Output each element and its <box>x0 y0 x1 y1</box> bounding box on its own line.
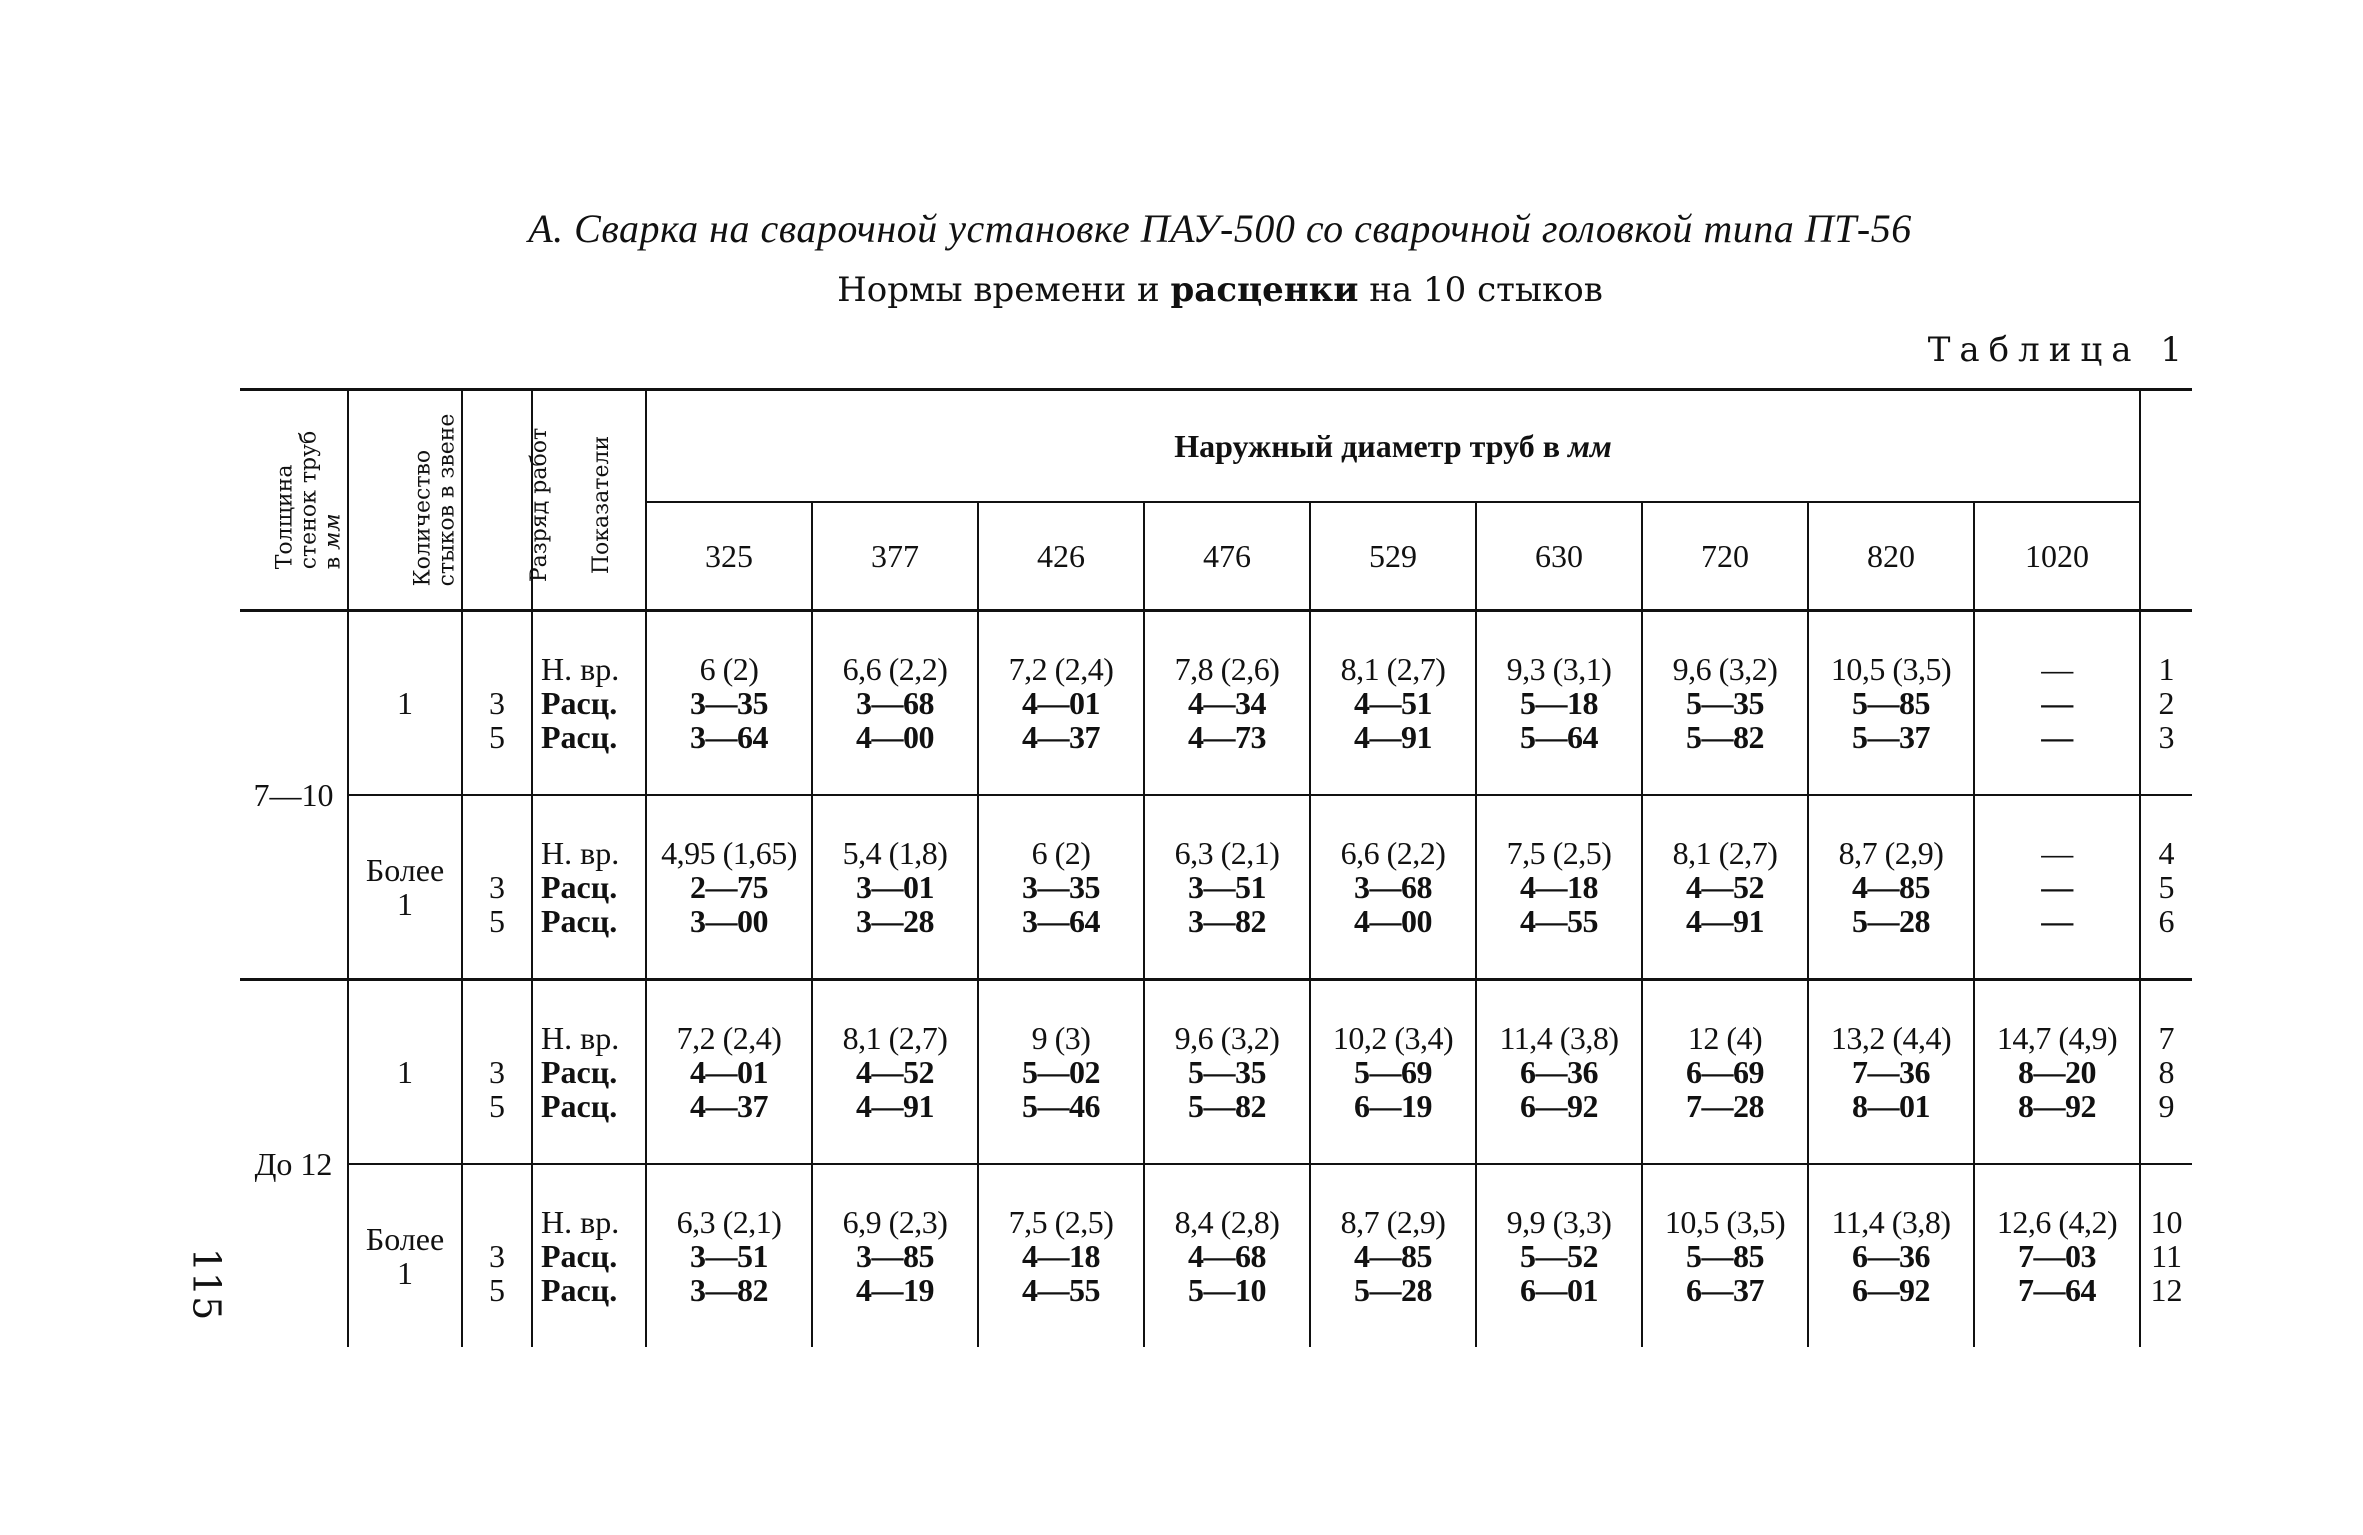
time-norm-value: 10,5 (3,5) <box>1664 1204 1786 1240</box>
grade-value: 5 <box>489 1088 505 1124</box>
time-norm-value: 7,8 (2,6) <box>1174 651 1280 687</box>
time-norm-value: 6 (2) <box>699 651 759 687</box>
rate-value: 4—18 <box>1520 869 1598 905</box>
indicator-label: Расц. <box>541 719 618 755</box>
row-number: 6 <box>2158 903 2175 939</box>
value-cell-529 <box>1310 611 1476 796</box>
header-thickness <box>240 390 348 611</box>
count-value: 1 <box>397 1255 413 1291</box>
count-cell <box>348 980 462 1165</box>
rate-value: 4—55 <box>1520 903 1598 939</box>
diameter-630: 630 <box>1476 502 1642 611</box>
rate-value: 5—46 <box>1022 1088 1100 1124</box>
rate-value: 6—36 <box>1852 1238 1930 1274</box>
count-value: Более <box>365 1221 445 1257</box>
value-cell-1020 <box>1974 980 2140 1165</box>
rate-value: 8—01 <box>1852 1088 1930 1124</box>
rate-value: 5—85 <box>1852 685 1930 721</box>
rate-value: 4—51 <box>1354 685 1432 721</box>
grade-value: 3 <box>489 1054 505 1090</box>
value-cell-820 <box>1808 980 1974 1165</box>
rate-value: 4—85 <box>1852 869 1930 905</box>
time-norm-value: 9 (3) <box>1031 1020 1091 1056</box>
rate-value: 3—85 <box>856 1238 934 1274</box>
time-norm-value: 8,7 (2,9) <box>1838 835 1944 871</box>
table-row <box>240 1164 2192 1347</box>
time-norm-value: 6,3 (2,1) <box>1174 835 1280 871</box>
indicator-label: Расц. <box>541 685 618 721</box>
row-number: 7 <box>2158 1020 2175 1056</box>
row-number: 2 <box>2158 685 2175 721</box>
rate-value: 8—20 <box>2018 1054 2097 1090</box>
rate-value: 3—68 <box>856 685 934 721</box>
rate-value: — <box>2041 869 2073 905</box>
time-norm-value: 6,9 (2,3) <box>842 1204 948 1240</box>
rate-value: 4—68 <box>1188 1238 1266 1274</box>
grade-cell <box>462 1164 532 1347</box>
row-number: 3 <box>2158 719 2175 755</box>
indicator-label: Расц. <box>541 1088 618 1124</box>
value-cell-377 <box>812 795 978 980</box>
page-subtitle <box>0 270 2363 310</box>
row-number: 8 <box>2158 1054 2175 1090</box>
grade-value: 3 <box>489 685 505 721</box>
indicator-label: Расц. <box>541 1238 618 1274</box>
rate-value: 4—73 <box>1188 719 1266 755</box>
row-number-cell <box>2140 980 2192 1165</box>
value-cell-529 <box>1310 1164 1476 1347</box>
header-count-line1: Количество <box>410 449 436 587</box>
rate-value: 3—51 <box>1188 869 1266 905</box>
value-cell-720 <box>1642 1164 1808 1347</box>
time-norm-value: 7,5 (2,5) <box>1008 1204 1114 1240</box>
page-number: 115 <box>184 1247 229 1321</box>
time-norm-value: 7,2 (2,4) <box>1008 651 1114 687</box>
subtitle-text-bold: расценки <box>1170 270 1359 310</box>
rate-value: 3—68 <box>1354 869 1432 905</box>
rate-value: 3—28 <box>856 903 934 939</box>
value-cell-476 <box>1144 611 1310 796</box>
subtitle-text-post: на 10 стыков <box>1358 270 1603 310</box>
rate-value: 4—85 <box>1354 1238 1432 1274</box>
rate-value: 4—01 <box>1022 685 1100 721</box>
header-row-number <box>2140 390 2192 611</box>
time-norm-value: 9,9 (3,3) <box>1506 1204 1612 1240</box>
rate-value: — <box>2041 903 2073 939</box>
rate-value: 6—37 <box>1686 1272 1764 1308</box>
rate-value: 4—55 <box>1022 1272 1100 1308</box>
indicator-cell <box>532 980 646 1165</box>
rate-value: 4—91 <box>1354 719 1432 755</box>
indicator-label: Н. вр. <box>541 835 620 871</box>
value-cell-529 <box>1310 795 1476 980</box>
rate-value: 5—02 <box>1022 1054 1100 1090</box>
rate-value: — <box>2041 719 2073 755</box>
indicator-label: Расц. <box>541 869 618 905</box>
header-thickness-line2: стенок труб <box>296 430 322 570</box>
diameter-1020: 1020 <box>1974 502 2140 611</box>
rate-value: 3—35 <box>1022 869 1100 905</box>
value-cell-476 <box>1144 1164 1310 1347</box>
value-cell-630 <box>1476 795 1642 980</box>
rate-value: 3—82 <box>1188 903 1266 939</box>
time-norm-value: 9,6 (3,2) <box>1672 651 1778 687</box>
time-norm-value: 6 (2) <box>1031 835 1091 871</box>
norms-table <box>240 388 2192 1347</box>
row-number: 11 <box>2151 1238 2182 1274</box>
rate-value: 2—75 <box>690 869 768 905</box>
value-cell-630 <box>1476 611 1642 796</box>
rate-value: 7—64 <box>2018 1272 2097 1308</box>
rate-value: 4—37 <box>1022 719 1100 755</box>
indicator-label: Расц. <box>541 1054 618 1090</box>
table-label: Таблица 1 <box>1927 330 2191 370</box>
value-cell-377 <box>812 1164 978 1347</box>
indicator-cell <box>532 1164 646 1347</box>
rate-value: 5—35 <box>1188 1054 1266 1090</box>
row-number: 12 <box>2150 1272 2183 1308</box>
rate-value: 3—01 <box>856 869 934 905</box>
rate-value: — <box>2041 685 2073 721</box>
time-norm-value: 12,6 (4,2) <box>1996 1204 2118 1240</box>
value-cell-1020 <box>1974 795 2140 980</box>
time-norm-value: — <box>2041 651 2073 687</box>
rate-value: 4—52 <box>1686 869 1764 905</box>
time-norm-value: 8,4 (2,8) <box>1174 1204 1280 1240</box>
header-grade-text: Разряд работ <box>527 427 553 583</box>
header-grade <box>462 390 553 611</box>
rate-value: 6—69 <box>1686 1054 1764 1090</box>
subtitle-text-pre: Нормы времени и <box>837 270 1171 310</box>
rate-value: 5—82 <box>1188 1088 1266 1124</box>
value-cell-377 <box>812 980 978 1165</box>
row-number: 1 <box>2158 651 2175 687</box>
rate-value: 3—00 <box>690 903 768 939</box>
time-norm-value: 7,5 (2,5) <box>1506 835 1612 871</box>
value-cell-325 <box>646 611 812 796</box>
header-diameter-unit: мм <box>1567 428 1612 464</box>
time-norm-value: 8,7 (2,9) <box>1340 1204 1446 1240</box>
value-cell-630 <box>1476 980 1642 1165</box>
diameter-720: 720 <box>1642 502 1808 611</box>
grade-value: 5 <box>489 1272 505 1308</box>
value-cell-630 <box>1476 1164 1642 1347</box>
row-number: 4 <box>2158 835 2175 871</box>
row-number-cell <box>2140 611 2192 796</box>
rate-value: 4—00 <box>1354 903 1432 939</box>
rate-value: 8—92 <box>2018 1088 2097 1124</box>
rate-value: 4—91 <box>856 1088 934 1124</box>
rate-value: 5—35 <box>1686 685 1764 721</box>
rate-value: 5—82 <box>1686 719 1764 755</box>
rate-value: 5—37 <box>1852 719 1930 755</box>
rate-value: 7—36 <box>1852 1054 1930 1090</box>
diameter-325: 325 <box>646 502 812 611</box>
time-norm-value: 12 (4) <box>1687 1020 1763 1056</box>
count-value: 1 <box>397 886 413 922</box>
time-norm-value: 6,6 (2,2) <box>1340 835 1446 871</box>
diameter-426: 426 <box>978 502 1144 611</box>
value-cell-529 <box>1310 980 1476 1165</box>
indicator-label: Н. вр. <box>541 1020 620 1056</box>
value-cell-476 <box>1144 795 1310 980</box>
time-norm-value: 14,7 (4,9) <box>1996 1020 2118 1056</box>
diameter-820: 820 <box>1808 502 1974 611</box>
table-row <box>240 795 2192 980</box>
header-indicators-text: Показатели <box>589 435 615 575</box>
header-thickness-line1: Толщина <box>272 464 298 570</box>
diameter-476: 476 <box>1144 502 1310 611</box>
rate-value: 5—64 <box>1520 719 1598 755</box>
count-cell <box>348 1164 462 1347</box>
time-norm-value: 11,4 (3,8) <box>1499 1020 1619 1056</box>
row-number: 5 <box>2158 869 2175 905</box>
indicator-label: Н. вр. <box>541 651 620 687</box>
time-norm-value: 8,1 (2,7) <box>842 1020 948 1056</box>
header-thickness-line3: в <box>320 549 346 570</box>
indicator-cell <box>532 611 646 796</box>
rate-value: 5—28 <box>1354 1272 1432 1308</box>
header-thickness-unit: мм <box>320 513 346 550</box>
count-value: 1 <box>397 685 413 721</box>
header-diameter-text: Наружный диаметр труб в <box>1174 428 1568 464</box>
value-cell-820 <box>1808 611 1974 796</box>
rate-value: 4—37 <box>690 1088 768 1124</box>
rate-value: 3—82 <box>690 1272 768 1308</box>
row-number-cell <box>2140 795 2192 980</box>
value-cell-1020 <box>1974 611 2140 796</box>
rate-value: 3—51 <box>690 1238 768 1274</box>
rate-value: 5—85 <box>1686 1238 1764 1274</box>
value-cell-325 <box>646 980 812 1165</box>
rate-value: 4—18 <box>1022 1238 1100 1274</box>
count-cell <box>348 795 462 980</box>
row-number-cell <box>2140 1164 2192 1347</box>
time-norm-value: 9,3 (3,1) <box>1506 651 1612 687</box>
count-value: 1 <box>397 1054 413 1090</box>
time-norm-value: 8,1 (2,7) <box>1672 835 1778 871</box>
rate-value: 3—64 <box>690 719 768 755</box>
grade-value: 5 <box>489 903 505 939</box>
value-cell-426 <box>978 611 1144 796</box>
rate-value: 7—28 <box>1686 1088 1764 1124</box>
value-cell-820 <box>1808 1164 1974 1347</box>
rate-value: 4—52 <box>856 1054 934 1090</box>
row-number: 9 <box>2158 1088 2175 1124</box>
indicator-label: Расц. <box>541 903 618 939</box>
time-norm-value: 7,2 (2,4) <box>676 1020 782 1056</box>
header-count <box>348 390 462 611</box>
rate-value: 4—19 <box>856 1272 934 1308</box>
row-number: 10 <box>2150 1204 2183 1240</box>
time-norm-value: 9,6 (3,2) <box>1174 1020 1280 1056</box>
value-cell-325 <box>646 1164 812 1347</box>
time-norm-value: 5,4 (1,8) <box>842 835 948 871</box>
grade-value: 3 <box>489 869 505 905</box>
rate-value: 7—03 <box>2018 1238 2097 1274</box>
diameter-377: 377 <box>812 502 978 611</box>
grade-cell <box>462 795 532 980</box>
rate-value: 6—19 <box>1354 1088 1432 1124</box>
time-norm-value: 6,3 (2,1) <box>676 1204 782 1240</box>
rate-value: 3—35 <box>690 685 768 721</box>
rate-value: 6—01 <box>1520 1272 1598 1308</box>
time-norm-value: — <box>2041 835 2073 871</box>
rate-value: 4—00 <box>856 719 934 755</box>
thickness-cell: До 12 <box>240 980 348 1348</box>
table-row <box>240 980 2192 1165</box>
value-cell-426 <box>978 795 1144 980</box>
rate-value: 4—91 <box>1686 903 1764 939</box>
rate-value: 6—92 <box>1520 1088 1598 1124</box>
value-cell-720 <box>1642 980 1808 1165</box>
value-cell-426 <box>978 980 1144 1165</box>
page-title: А. Сварка на сварочной установке ПАУ-500 со сварочной головкой типа ПТ-56 <box>528 206 1912 251</box>
count-value: Более <box>365 852 445 888</box>
grade-value: 3 <box>489 1238 505 1274</box>
rate-value: 3—64 <box>1022 903 1100 939</box>
table-row <box>240 611 2192 796</box>
thickness-cell: 7—10 <box>240 611 348 980</box>
time-norm-value: 6,6 (2,2) <box>842 651 948 687</box>
value-cell-1020 <box>1974 1164 2140 1347</box>
value-cell-820 <box>1808 795 1974 980</box>
value-cell-476 <box>1144 980 1310 1165</box>
rate-value: 5—69 <box>1354 1054 1432 1090</box>
indicator-cell <box>532 795 646 980</box>
rate-value: 5—18 <box>1520 685 1598 721</box>
time-norm-value: 4,95 (1,65) <box>661 835 797 871</box>
count-cell <box>348 611 462 796</box>
indicator-label: Н. вр. <box>541 1204 620 1240</box>
time-norm-value: 11,4 (3,8) <box>1831 1204 1951 1240</box>
grade-cell <box>462 980 532 1165</box>
time-norm-value: 8,1 (2,7) <box>1340 651 1446 687</box>
value-cell-720 <box>1642 795 1808 980</box>
value-cell-325 <box>646 795 812 980</box>
header-count-line2: стыков в звене <box>434 413 460 587</box>
grade-cell <box>462 611 532 796</box>
value-cell-720 <box>1642 611 1808 796</box>
time-norm-value: 13,2 (4,4) <box>1830 1020 1952 1056</box>
indicator-label: Расц. <box>541 1272 618 1308</box>
rate-value: 4—01 <box>690 1054 768 1090</box>
value-cell-426 <box>978 1164 1144 1347</box>
value-cell-377 <box>812 611 978 796</box>
time-norm-value: 10,2 (3,4) <box>1332 1020 1454 1056</box>
grade-value: 5 <box>489 719 505 755</box>
rate-value: 5—28 <box>1852 903 1930 939</box>
time-norm-value: 10,5 (3,5) <box>1830 651 1952 687</box>
rate-value: 6—36 <box>1520 1054 1598 1090</box>
rate-value: 6—92 <box>1852 1272 1930 1308</box>
rate-value: 4—34 <box>1188 685 1266 721</box>
rate-value: 5—10 <box>1188 1272 1266 1308</box>
diameter-529: 529 <box>1310 502 1476 611</box>
header-diameter <box>646 390 2140 503</box>
rate-value: 5—52 <box>1520 1238 1598 1274</box>
